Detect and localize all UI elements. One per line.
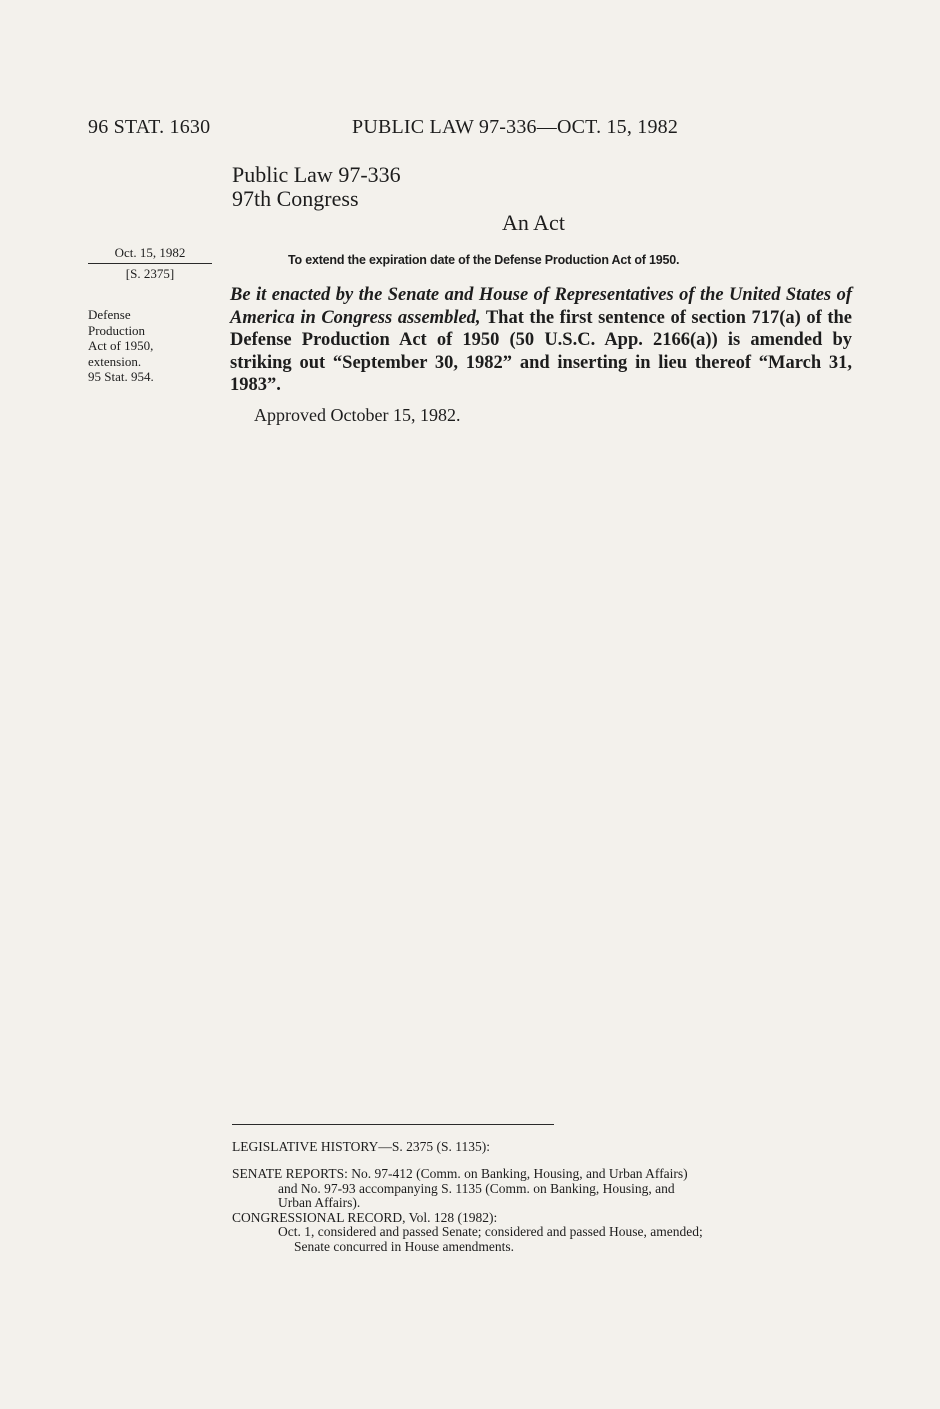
record-detail-line: Oct. 1, considered and passed Senate; considered and passed House, amended;	[278, 1224, 703, 1239]
amendment-text: That the first sentence of section 717(a) of the Defense Production Act of 1950 (50 U.S.C. App. 2166(a)) is amended by striking out “September 30, 1982” and inserting in lieu thereof “March 31, 1983”.	[230, 307, 853, 396]
record-detail-line: Senate concurred in House amendments.	[294, 1238, 515, 1254]
legislative-history-title: LEGISLATIVE HISTORY—S. 2375 (S. 1135):	[232, 1139, 491, 1154]
public-law-number: Public Law 97-336	[232, 162, 401, 187]
margin-bill-number: [S. 2375]	[125, 266, 175, 281]
margin-note-line: Production	[88, 322, 146, 338]
margin-note-line: extension.	[88, 353, 142, 369]
senate-reports-line: Urban Affairs).	[278, 1195, 361, 1210]
running-header: PUBLIC LAW 97-336—OCT. 15, 1982	[352, 116, 679, 138]
margin-divider	[88, 263, 212, 264]
senate-reports-line: SENATE REPORTS: No. 97-412 (Comm. on Banking, Housing, and Urban Affairs)	[232, 1166, 688, 1181]
stat-page-number: 96 STAT. 1630	[88, 116, 211, 138]
act-purpose: To extend the expiration date of the Defense Production Act of 1950.	[288, 253, 680, 267]
legislative-history	[232, 1167, 852, 1254]
congressional-record-line: CONGRESSIONAL RECORD, Vol. 128 (1982):	[232, 1209, 498, 1225]
margin-note	[88, 307, 154, 385]
margin-date: Oct. 15, 1982	[114, 245, 186, 260]
history-divider	[232, 1124, 554, 1125]
margin-note-line: Act of 1950,	[88, 338, 154, 353]
enacting-clause: Be it enacted by the Senate and House of Representatives of the United States of America in Congress assembled,	[230, 285, 852, 328]
margin-note-line: 95 Stat. 954.	[88, 369, 154, 384]
congress-number: 97th Congress	[232, 186, 359, 211]
approval-date: Approved October 15, 1982.	[254, 405, 461, 425]
act-heading: An Act	[502, 210, 565, 235]
enacting-text	[230, 284, 852, 397]
margin-note-line: Defense	[88, 307, 131, 322]
senate-reports-line: and No. 97-93 accompanying S. 1135 (Comm. on Banking, Housing, and	[278, 1180, 675, 1196]
